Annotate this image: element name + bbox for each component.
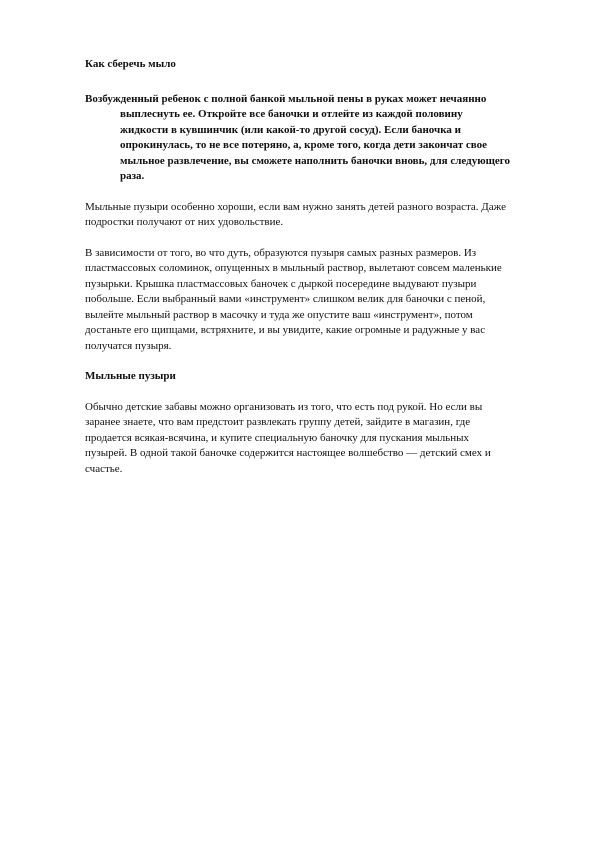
paragraph-1: Мыльные пузыри особенно хороши, если вам нужно занять детей разного возраста. Даже подростки получают от них удовольствие.	[85, 200, 507, 228]
spacer	[85, 231, 512, 246]
paragraph-3: Обычно детские забавы можно организовать из того, что есть под рукой. Но если вы заранее знаете, что вам предстоит развлекать группу детей, зайдите в магазин, где продается всякая-всячина, и купите специальную баночку для пускания мыльных пузырей. В одной такой баночке содержится настоящее волшебство — детский смех и счастье.	[85, 400, 491, 475]
document-title: Как сберечь мыло	[85, 58, 176, 70]
spacer	[85, 354, 512, 369]
spacer	[85, 73, 512, 92]
spacer	[85, 185, 512, 200]
intro-bold-paragraph: Возбужденный ребенок с полной банкой мыльной пены в руках может нечаянно выплеснуть ее. Откройте все баночки и отлейте из каждой половину жидкости в кувшинчик (или какой-то другой сосуд). Если баночка и опрокинулась, то не все потеряно, а, кроме того, когда дети закончат свое мыльное развлечение, вы сможете наполнить баночки вновь, для следующего раза.	[85, 92, 511, 182]
spacer	[85, 385, 512, 400]
section-subheading: Мыльные пузыри	[85, 370, 176, 382]
paragraph-2: В зависимости от того, во что дуть, образуются пузыря самых разных размеров. Из пластмассовых соломинок, опущенных в мыльный раствор, вылетают совсем маленькие пузырьки. Крышка пластмассовых баночек с дыркой посередине выдувают пузыри побольше. Если выбранный вами «инструмент» слишком велик для баночки с пеной, вылейте мыльный раствор в масочку и туда же опустите ваш «инструмент», потом достаньте его щипцами, встряхните, и вы увидите, какие огромные и радужные у вас получатся пузыря.	[85, 246, 502, 352]
